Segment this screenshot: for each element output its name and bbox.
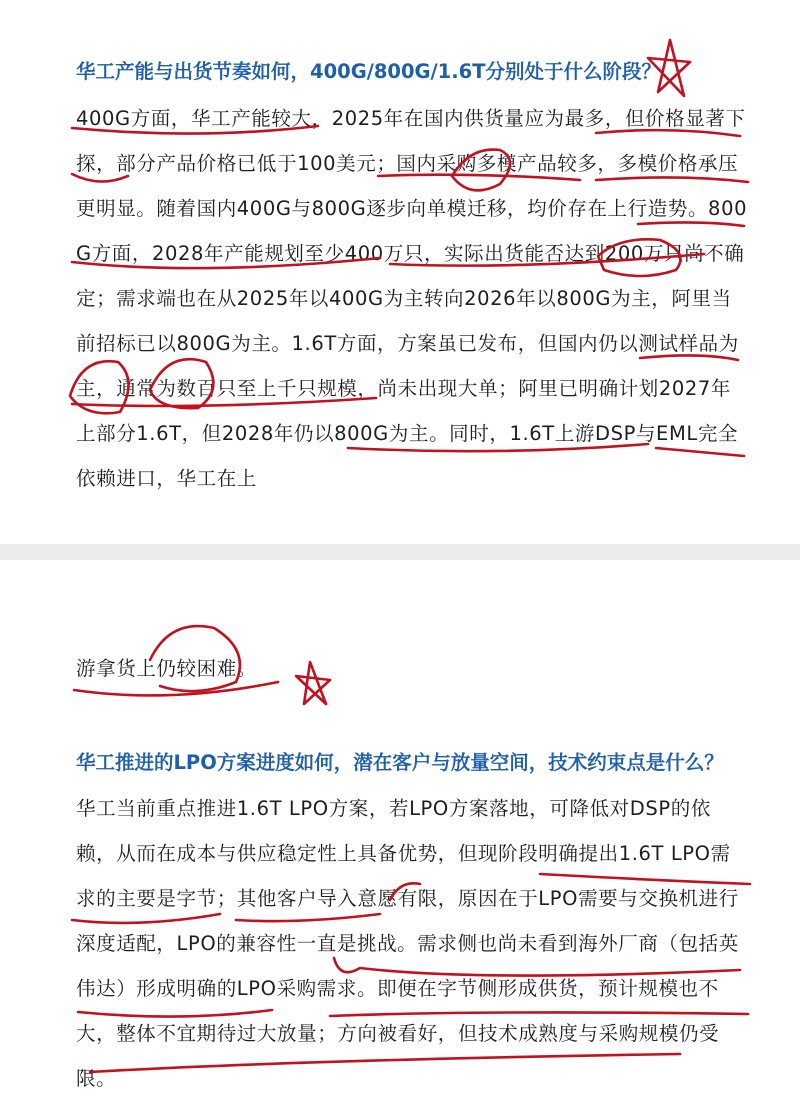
question-heading-lpo: 华工推进的LPO方案进度如何，潜在客户与放量空间，技术约束点是什么？ bbox=[76, 751, 724, 774]
document-page-top bbox=[0, 0, 800, 544]
question-heading-capacity: 华工产能与出货节奏如何，400G/800G/1.6T分别处于什么阶段？ bbox=[76, 60, 662, 83]
answer-paragraph-lpo: 华工当前重点推进1.6T LPO方案，若LPO方案落地，可降低对DSP的依赖，从而在成本与供应稳定性上具备优势，但现阶段明确提出1.6T LPO需求的主要是字节；其他客户导入意愿有限，原因在于LPO需要与交换机进行深度适配，LPO的兼容性一直是挑战。需求侧也尚未看到海外厂商（包括英伟达）形成明确的LPO采购需求。即便在字节侧形成供货，预计规模也不大，整体不宜期待过大放量；方向被看好，但技术成熟度与采购规模仍受限。 bbox=[76, 797, 739, 1090]
page-separator bbox=[0, 544, 800, 560]
answer-continuation: 游拿货上仍较困难。 bbox=[76, 657, 257, 680]
document-page-bottom bbox=[0, 560, 800, 1105]
answer-paragraph-capacity: 400G方面，华工产能较大，2025年在国内供货量应为最多，但价格显著下探，部分产品价格已低于100美元；国内采购多模产品较多，多模价格承压更明显。随着国内400G与800G逐步向单模迁移，均价存在上行造势。800G方面，2028年产能规划至少400万只，实际出货能否达到200万只尚不确定；需求端也在从2025年以400G为主转向2026年以800G为主，阿里当前招标已以800G为主。1.6T方面，方案虽已发布，但国内仍以测试样品为主，通常为数百只至上千只规模，尚未出现大单；阿里已明确计划2027年上部分1.6T，但2028年仍以800G为主。同时，1.6T上游DSP与EML完全依赖进口，华工在上 bbox=[76, 107, 748, 490]
